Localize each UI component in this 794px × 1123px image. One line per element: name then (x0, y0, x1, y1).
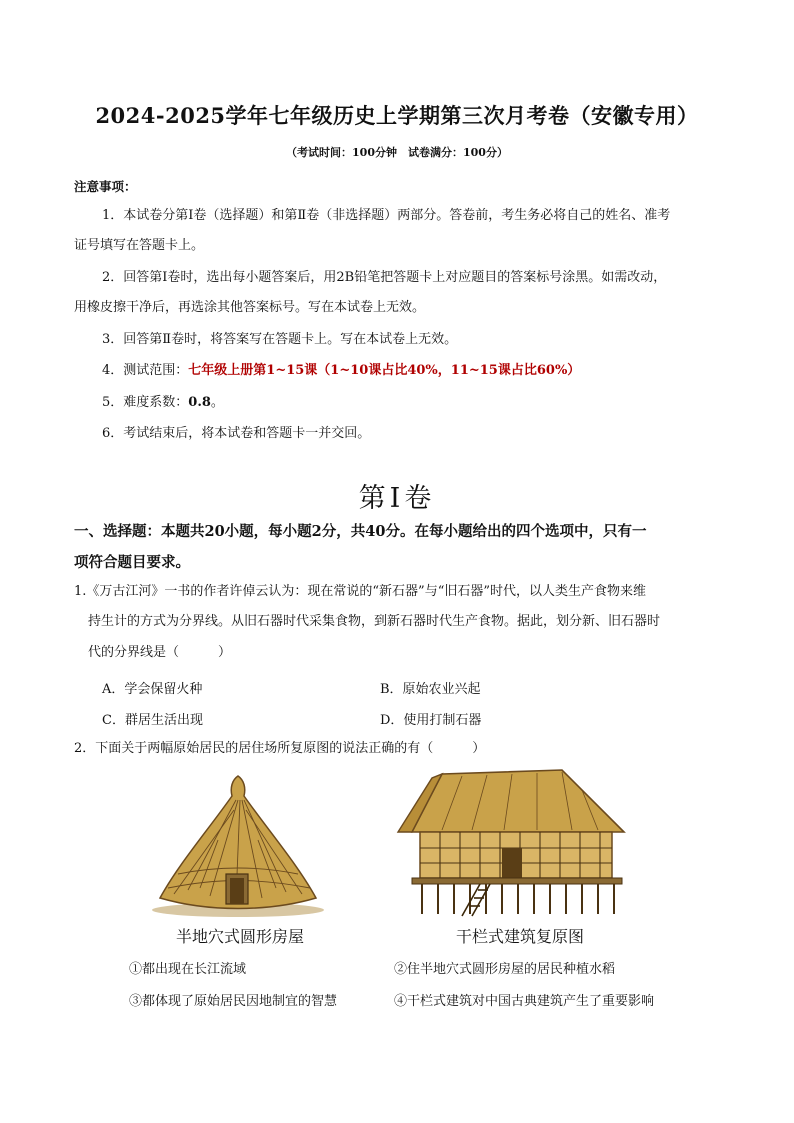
notice-item-6: 6．考试结束后，将本试卷和答题卡一并交回。 (102, 426, 371, 441)
notice-item-4-prefix: 4．测试范围： (102, 363, 189, 378)
q1-option-d: D．使用打制石器 (380, 713, 482, 728)
notice-item-1b: 证号填写在答题卡上。 (74, 238, 205, 253)
q2-statement-2: ②住半地穴式圆形房屋的居民种植水稻 (394, 962, 616, 977)
notice-item-1a: 1．本试卷分第Ⅰ卷（选择题）和第Ⅱ卷（非选择题）两部分。答卷前，考生务必将自己的姓名、准考 (102, 208, 671, 223)
q2-statement-4: ④干栏式建筑对中国古典建筑产生了重要影响 (394, 994, 655, 1009)
section-heading-line2: 项符合题目要求。 (74, 554, 190, 571)
exam-title: 2024-2025学年七年级历史上学期第三次月考卷（安徽专用） (95, 103, 699, 128)
section-heading-line1: 一、选择题：本题共20小题，每小题2分，共40分。在每小题给出的四个选项中，只有一 (74, 523, 647, 540)
notice-item-2b: 用橡皮擦干净后，再选涂其他答案标号。写在本试卷上无效。 (74, 300, 426, 315)
notice-item-5-suffix: 。 (210, 395, 224, 410)
notice-item-4 (102, 361, 580, 381)
test-range: 七年级上册第1~15课（1~10课占比40%，11~15课占比60%） (188, 363, 581, 378)
notice-item-2a: 2．回答第Ⅰ卷时，选出每小题答案后，用2B铅笔把答题卡上对应题目的答案标号涂黑。如需改动， (102, 270, 667, 285)
round-hut-illustration (148, 770, 328, 920)
notice-item-5-prefix: 5．难度系数： (102, 395, 189, 410)
notice-item-3: 3．回答第Ⅱ卷时，将答案写在答题卡上。写在本试卷上无效。 (102, 332, 458, 347)
round-hut-caption: 半地穴式圆形房屋 (176, 927, 305, 946)
notice-item-5 (102, 393, 224, 413)
difficulty-value: 0.8 (188, 395, 211, 410)
q2-statement-3: ③都体现了原始居民因地制宜的智慧 (129, 994, 338, 1009)
q1-option-b: B．原始农业兴起 (380, 682, 481, 697)
q1-option-c: C．群居生活出现 (102, 713, 203, 728)
q1-option-a: A．学会保留火种 (102, 682, 203, 697)
q2-stem: 2．下面关于两幅原始居民的居住场所复原图的说法正确的有（ ） (74, 741, 486, 756)
q1-stem-line1: 1.《万古江河》一书的作者许倬云认为：现在常说的“新石器”与“旧石器”时代，以人类生产食物来维 (74, 584, 646, 599)
q1-stem-line2: 持生计的方式为分界线。从旧石器时代采集食物，到新石器时代生产食物。据此，划分新、旧石器时 (88, 614, 661, 629)
stilt-house-illustration (392, 768, 632, 918)
volume-title: 第Ⅰ卷 (358, 483, 436, 514)
exam-subtitle: （考试时间：100分钟 试卷满分：100分） (286, 146, 508, 159)
stilt-house-caption: 干栏式建筑复原图 (456, 927, 585, 946)
q2-statement-1: ①都出现在长江流域 (129, 962, 247, 977)
q1-stem-line3: 代的分界线是（ ） (88, 645, 232, 660)
notice-heading: 注意事项： (74, 179, 137, 194)
